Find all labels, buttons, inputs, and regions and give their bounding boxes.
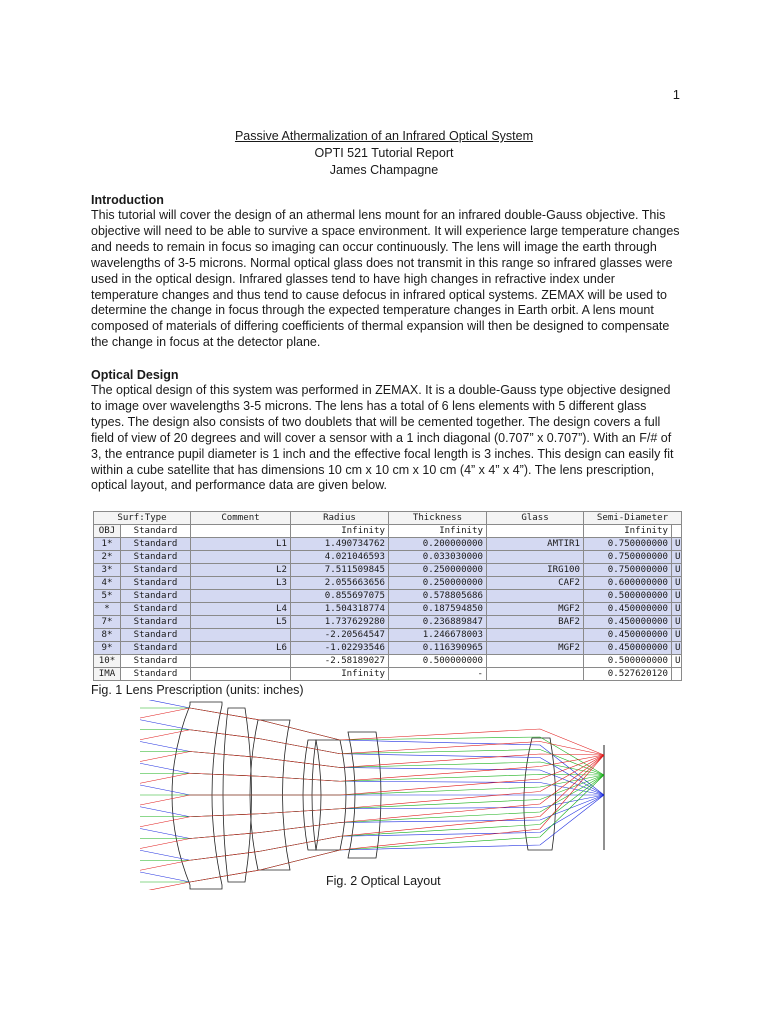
cell-radius: -2.20564547 xyxy=(291,629,389,642)
optical-design-section xyxy=(91,367,681,494)
cell-surf: OBJ xyxy=(94,525,121,538)
cell-glass: MGF2 xyxy=(487,603,584,616)
cell-comment: L3 xyxy=(191,577,291,590)
ray-line xyxy=(140,730,604,775)
cell-thickness: 0.236889847 xyxy=(389,616,487,629)
ray-line xyxy=(140,775,604,860)
cell-comment xyxy=(191,551,291,564)
ray-line xyxy=(140,773,604,781)
cell-radius: 1.737629280 xyxy=(291,616,389,629)
cell-radius: -1.02293546 xyxy=(291,642,389,655)
cell-flag xyxy=(672,525,682,538)
cell-surf: 9* xyxy=(94,642,121,655)
cell-thickness: - xyxy=(389,668,487,681)
cell-semi-diameter: Infinity xyxy=(584,525,672,538)
cell-radius: 4.021046593 xyxy=(291,551,389,564)
lens-prescription-table xyxy=(93,511,681,681)
ray-line xyxy=(140,755,604,890)
ray-line xyxy=(140,755,604,870)
cell-semi-diameter: 0.750000000 xyxy=(584,538,672,551)
cell-thickness: 0.187594850 xyxy=(389,603,487,616)
cell-glass xyxy=(487,551,584,564)
cell-semi-diameter: 0.450000000 xyxy=(584,603,672,616)
table-row xyxy=(94,538,682,551)
cell-surf: 7* xyxy=(94,616,121,629)
cell-comment xyxy=(191,525,291,538)
cell-radius: 2.055663656 xyxy=(291,577,389,590)
cell-glass xyxy=(487,525,584,538)
optical-design-body: The optical design of this system was performed in ZEMAX. It is a double-Gauss type objective designed to image over wavelengths 3-5 microns. The lens has a total of 6 lens elements with 5 different glass types. The design also consists of two doublets that will be cemented together. The design covers a full field of view of 20 degrees and will cover a sensor with a 1 inch diagonal (0.707” x 0.707”). With an F/# of 3, the entrance pupil diameter is 1 inch and the effective focal length is 3 inches. This design can easily fit within a cube satellite that has dimensions 10 cm x 10 cm x 10 cm (4” x 4” x 4”). The lens prescription, optical layout, and performance data are given below. xyxy=(91,383,674,493)
cell-type: Standard xyxy=(121,525,191,538)
page-number: 1 xyxy=(672,87,680,102)
cell-semi-diameter: 0.450000000 xyxy=(584,629,672,642)
ray-line xyxy=(140,752,604,768)
paper-subtitle: OPTI 521 Tutorial Report xyxy=(314,146,454,160)
cell-thickness: 0.116390965 xyxy=(389,642,487,655)
cell-type: Standard xyxy=(121,668,191,681)
cell-glass xyxy=(487,655,584,668)
header-semi-diameter: Semi-Diameter xyxy=(584,512,682,525)
table-row xyxy=(94,603,682,616)
header-thickness: Thickness xyxy=(389,512,487,525)
cell-type: Standard xyxy=(121,603,191,616)
cell-type: Standard xyxy=(121,590,191,603)
cell-semi-diameter: 0.750000000 xyxy=(584,564,672,577)
optical-design-heading: Optical Design xyxy=(91,368,179,382)
cell-type: Standard xyxy=(121,642,191,655)
cell-comment xyxy=(191,668,291,681)
cell-surf: 4* xyxy=(94,577,121,590)
header-glass: Glass xyxy=(487,512,584,525)
cell-surf: * xyxy=(94,603,121,616)
table-row xyxy=(94,577,682,590)
cell-thickness: Infinity xyxy=(389,525,487,538)
ray-line xyxy=(140,700,604,795)
table-row xyxy=(94,590,682,603)
ray-line xyxy=(140,752,604,776)
header-comment: Comment xyxy=(191,512,291,525)
cell-type: Standard xyxy=(121,538,191,551)
cell-radius: 0.855697075 xyxy=(291,590,389,603)
ray-line xyxy=(140,708,604,775)
cell-surf: 10* xyxy=(94,655,121,668)
cell-flag: U xyxy=(672,642,682,655)
cell-comment: L5 xyxy=(191,616,291,629)
introduction-section xyxy=(91,192,681,351)
paper-author: James Champagne xyxy=(329,163,439,177)
optical-layout-diagram xyxy=(140,700,630,890)
ray-line xyxy=(140,708,604,755)
cell-flag: U xyxy=(672,629,682,642)
fig2-caption: Fig. 2 Optical Layout xyxy=(326,874,441,888)
cell-semi-diameter: 0.450000000 xyxy=(584,616,672,629)
cell-type: Standard xyxy=(121,577,191,590)
cell-thickness: 1.246678003 xyxy=(389,629,487,642)
cell-surf: 8* xyxy=(94,629,121,642)
cell-flag: U xyxy=(672,564,682,577)
cell-thickness: 0.033030000 xyxy=(389,551,487,564)
cell-glass: CAF2 xyxy=(487,577,584,590)
table-row xyxy=(94,551,682,564)
cell-semi-diameter: 0.600000000 xyxy=(584,577,672,590)
fig1-caption: Fig. 1 Lens Prescription (units: inches) xyxy=(91,683,304,697)
cell-radius: 7.511509845 xyxy=(291,564,389,577)
cell-flag xyxy=(672,668,682,681)
cell-surf: 1* xyxy=(94,538,121,551)
cell-surf: IMA xyxy=(94,668,121,681)
introduction-body: This tutorial will cover the design of an athermal lens mount for an infrared double-Gauss objective. This objective will need to be able to survive a space environment. It will experience large temperature changes and needs to remain in focus so imaging can occur continuously. The lens will image the earth through wavelengths of 3-5 microns. Normal optical glass does not transmit in this range so infrared glasses were used in the optical design. Infrared glasses tend to have high changes in refractive index under temperature changes and thus tend to cause defocus in infrared optical systems. ZEMAX will be used to determine the change in focus through the expected temperature changes in Earth orbit. A lens mount composed of materials of differing coefficients of thermal expansion will then be designed to compensate the change in focus at the detector plane. xyxy=(91,208,680,350)
ray-line xyxy=(140,730,604,755)
ray-line xyxy=(140,755,604,827)
cell-flag: U xyxy=(672,603,682,616)
cell-flag: U xyxy=(672,551,682,564)
cell-comment: L2 xyxy=(191,564,291,577)
ray-line xyxy=(140,720,604,795)
cell-semi-diameter: 0.450000000 xyxy=(584,642,672,655)
cell-flag: U xyxy=(672,590,682,603)
cell-radius: -2.58189027 xyxy=(291,655,389,668)
cell-type: Standard xyxy=(121,551,191,564)
cell-radius: 1.504318774 xyxy=(291,603,389,616)
cell-radius: Infinity xyxy=(291,668,389,681)
cell-semi-diameter: 0.500000000 xyxy=(584,590,672,603)
cell-glass xyxy=(487,629,584,642)
cell-comment xyxy=(191,590,291,603)
cell-glass: AMTIR1 xyxy=(487,538,584,551)
table-header-row xyxy=(94,512,682,525)
cell-flag: U xyxy=(672,538,682,551)
cell-thickness: 0.578805686 xyxy=(389,590,487,603)
cell-type: Standard xyxy=(121,616,191,629)
cell-comment xyxy=(191,655,291,668)
introduction-heading: Introduction xyxy=(91,193,164,207)
header-radius: Radius xyxy=(291,512,389,525)
cell-comment: L6 xyxy=(191,642,291,655)
ray-line xyxy=(140,775,604,882)
table-row xyxy=(94,668,682,681)
cell-glass: MGF2 xyxy=(487,642,584,655)
ray-line xyxy=(140,755,604,783)
table-row xyxy=(94,655,682,668)
cell-comment xyxy=(191,629,291,642)
table-row xyxy=(94,564,682,577)
cell-thickness: 0.250000000 xyxy=(389,577,487,590)
paper-title: Passive Athermalization of an Infrared Optical System xyxy=(234,129,534,143)
ray-line xyxy=(140,795,604,839)
cell-glass xyxy=(487,668,584,681)
cell-type: Standard xyxy=(121,655,191,668)
cell-surf: 5* xyxy=(94,590,121,603)
cell-radius: Infinity xyxy=(291,525,389,538)
table-row xyxy=(94,629,682,642)
header-surf-type: Surf:Type xyxy=(94,512,191,525)
table-row xyxy=(94,616,682,629)
cell-thickness: 0.250000000 xyxy=(389,564,487,577)
cell-semi-diameter: 0.527620120 xyxy=(584,668,672,681)
cell-comment: L4 xyxy=(191,603,291,616)
cell-type: Standard xyxy=(121,564,191,577)
ray-line xyxy=(140,775,604,839)
cell-type: Standard xyxy=(121,629,191,642)
table-row xyxy=(94,525,682,538)
cell-surf: 3* xyxy=(94,564,121,577)
cell-semi-diameter: 0.500000000 xyxy=(584,655,672,668)
title-block xyxy=(0,128,768,179)
cell-thickness: 0.500000000 xyxy=(389,655,487,668)
cell-flag: U xyxy=(672,577,682,590)
cell-glass: BAF2 xyxy=(487,616,584,629)
cell-surf: 2* xyxy=(94,551,121,564)
cell-radius: 1.490734762 xyxy=(291,538,389,551)
cell-glass: IRG100 xyxy=(487,564,584,577)
table-row xyxy=(94,642,682,655)
cell-flag: U xyxy=(672,616,682,629)
cell-comment: L1 xyxy=(191,538,291,551)
lens-elements xyxy=(172,702,604,889)
cell-glass xyxy=(487,590,584,603)
ray-line xyxy=(140,795,604,882)
cell-semi-diameter: 0.750000000 xyxy=(584,551,672,564)
cell-flag: U xyxy=(672,655,682,668)
cell-thickness: 0.200000000 xyxy=(389,538,487,551)
